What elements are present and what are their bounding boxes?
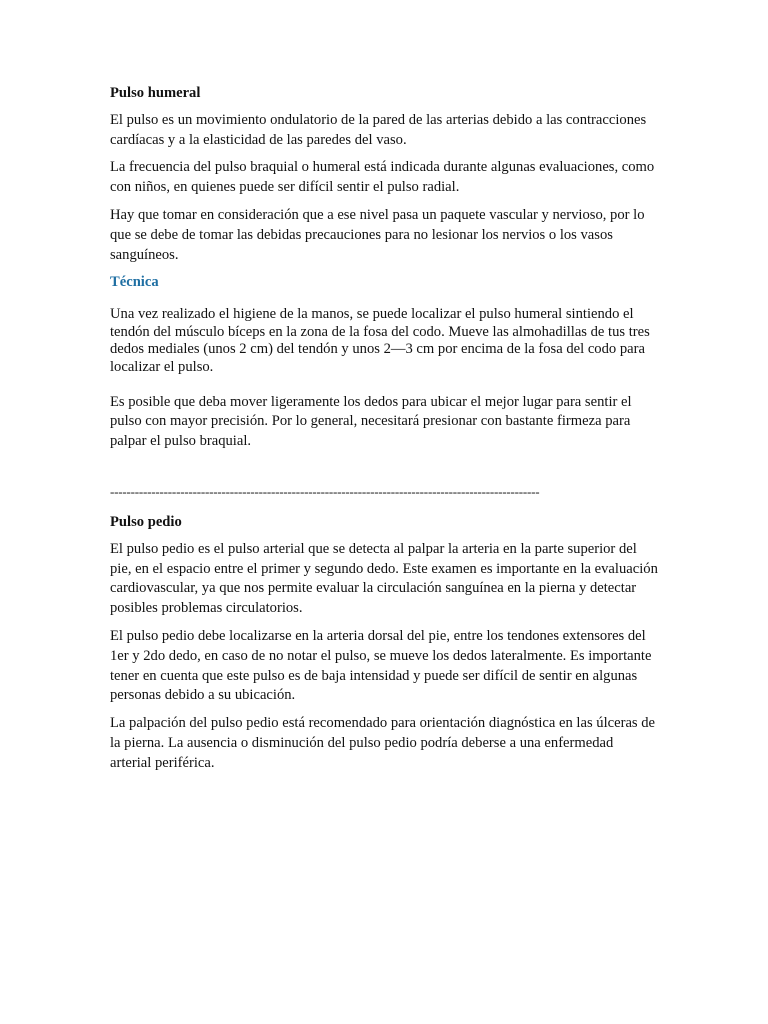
paragraph-tecnica-presion: Es posible que deba mover ligeramente los dedos para ubicar el mejor lugar para sentir el pulso con mayor precisión. Por lo general, necesitará presionar con bastante firmeza para palpar el pulso braquial. [110, 393, 632, 450]
paragraph-precauciones: Hay que tomar en consideración que a ese nivel pasa un paquete vascular y nervioso, por lo que se debe de tomar las debidas precauciones para no lesionar los nervios o los vasos sanguíneos. [110, 206, 645, 263]
paragraph-pedio-definicion: El pulso pedio es el pulso arterial que se detecta al palpar la arteria en la parte superior del pie, en el espacio entre el primer y segundo dedo. Este examen es importante en la evaluación cardiovascular, ya que nos permite evaluar la circulación sanguínea en la pierna y detectar posibles problemas circulatorios. [110, 540, 658, 617]
section-divider: -------------------------------------------------------------------------------------------------------- [110, 483, 540, 499]
paragraph-tecnica-localizacion: Una vez realizado el higiene de la manos, se puede localizar el pulso humeral sintiendo el tendón del músculo bíceps en la zona de la fosa del codo. Mueve las almohadillas de tus tres dedos mediales (unos 2 cm) del tendón y unos 2—3 cm por encima de la fosa del codo para localizar el pulso. [110, 306, 650, 375]
document-page [110, 84, 658, 782]
paragraph-frecuencia-braquial: La frecuencia del pulso braquial o humeral está indicada durante algunas evaluaciones, como con niños, en quienes puede ser difícil sentir el pulso radial. [110, 159, 655, 196]
subheading-tecnica: Técnica [110, 274, 159, 291]
heading-pulso-pedio: Pulso pedio [110, 513, 182, 530]
heading-pulso-humeral: Pulso humeral [110, 85, 201, 101]
paragraph-pulso-definicion: El pulso es un movimiento ondulatorio de la pared de las arterias debido a las contracciones cardíacas y a la elasticidad de las paredes del vaso. [110, 111, 647, 148]
paragraph-pedio-diagnostico: La palpación del pulso pedio está recomendado para orientación diagnóstica en las úlceras de la pierna. La ausencia o disminución del pulso pedio podría deberse a una enfermedad arterial periférica. [110, 715, 656, 771]
paragraph-pedio-localizacion: El pulso pedio debe localizarse en la arteria dorsal del pie, entre los tendones extensores del 1er y 2do dedo, en caso de no notar el pulso, se mueve los dedos lateralmente. Es importante tener en cuenta que este pulso es de baja intensidad y puede ser difícil de sentir en algunas personas debido a su ubicación. [110, 627, 652, 704]
